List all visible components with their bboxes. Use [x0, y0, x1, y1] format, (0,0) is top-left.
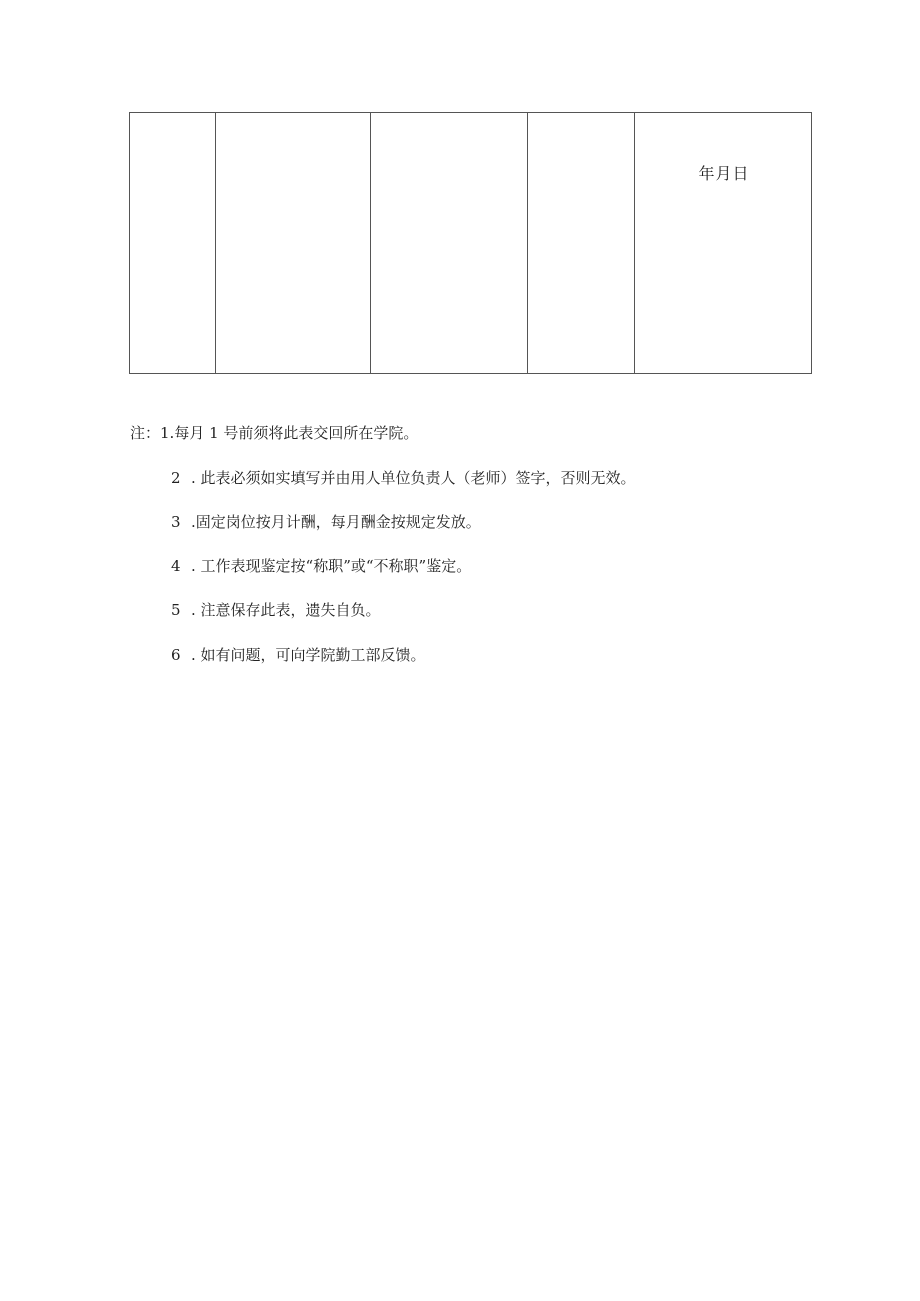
- note-item-3: [171, 512, 481, 532]
- form-table: [129, 112, 812, 374]
- note-text: . 工作表现鉴定按“称职”或“不称职”鉴定。: [191, 557, 472, 575]
- note-number: 2: [171, 469, 181, 487]
- table-cell-date: [635, 113, 812, 374]
- table-cell-1: [130, 113, 216, 374]
- note-item-1: [130, 423, 418, 443]
- note-number: 5: [171, 601, 181, 619]
- note-text: .固定岗位按月计酬，每月酬金按规定发放。: [191, 513, 481, 531]
- note-item-2: [171, 468, 636, 488]
- table-row: [130, 113, 812, 374]
- notes-prefix: 注：: [130, 424, 161, 442]
- note-item-4: [171, 556, 471, 576]
- note-item-5: [171, 600, 381, 620]
- date-label: 年月日: [698, 164, 750, 183]
- note-number: 6: [171, 646, 181, 664]
- table-cell-4: [528, 113, 635, 374]
- note-item-6: [171, 645, 426, 665]
- note-number: 1.: [160, 424, 175, 442]
- note-text: . 如有问题，可向学院勤工部反馈。: [191, 646, 426, 664]
- table-cell-2: [216, 113, 371, 374]
- note-text: . 此表必须如实填写并由用人单位负责人（老师）签字，否则无效。: [191, 469, 636, 487]
- note-number: 3: [171, 513, 181, 531]
- note-text: 每月 1 号前须将此表交回所在学院。: [174, 424, 419, 442]
- note-text: . 注意保存此表，遗失自负。: [191, 601, 381, 619]
- note-number: 4: [171, 557, 181, 575]
- table-cell-3: [371, 113, 528, 374]
